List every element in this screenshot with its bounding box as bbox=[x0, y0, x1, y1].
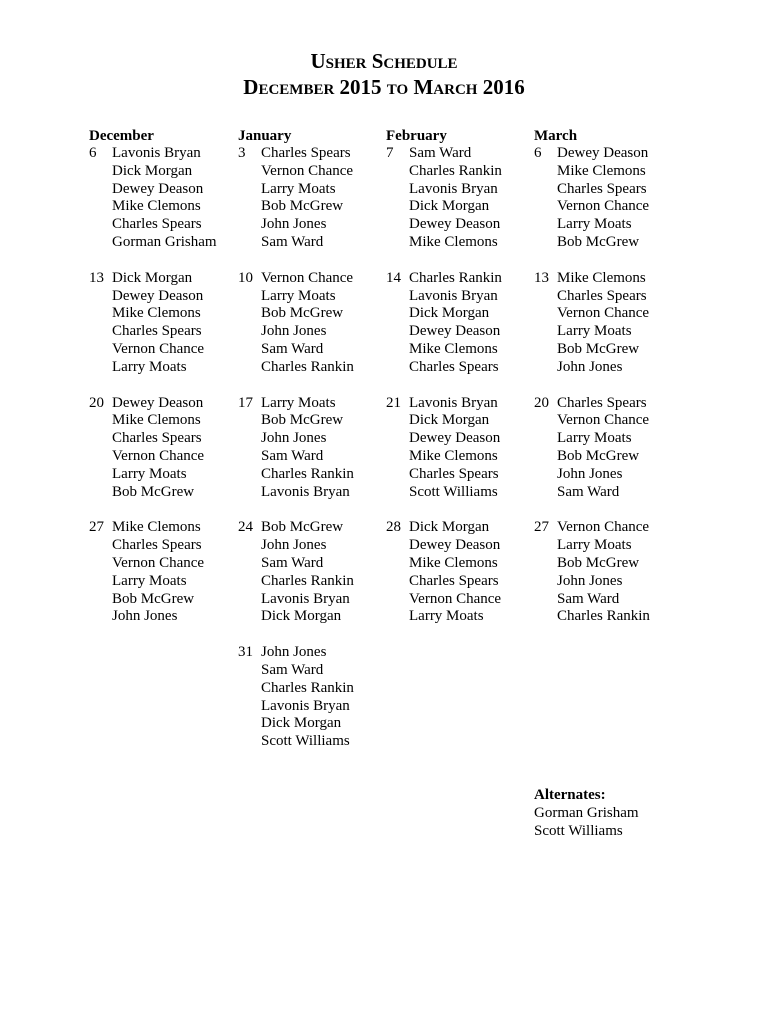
month-header: March bbox=[534, 128, 578, 144]
usher-name: John Jones bbox=[112, 608, 178, 625]
date-block bbox=[89, 145, 217, 252]
usher-name: Larry Moats bbox=[112, 572, 187, 589]
usher-name: Larry Moats bbox=[557, 323, 632, 340]
usher-name: Charles Rankin bbox=[261, 465, 354, 482]
usher-name: Dewey Deason bbox=[409, 537, 501, 554]
date-block bbox=[238, 519, 354, 626]
usher-list bbox=[112, 270, 204, 377]
usher-name: Bob McGrew bbox=[261, 412, 344, 429]
usher-name: Mike Clemons bbox=[112, 519, 201, 536]
month-header: December bbox=[89, 128, 154, 144]
usher-name: John Jones bbox=[557, 358, 623, 375]
usher-name: Vernon Chance bbox=[112, 447, 205, 464]
usher-name: Charles Spears bbox=[112, 323, 202, 340]
day-number: 27 bbox=[534, 519, 549, 536]
usher-name: John Jones bbox=[261, 537, 327, 554]
usher-name: Larry Moats bbox=[112, 465, 187, 482]
usher-name: Mike Clemons bbox=[409, 340, 498, 357]
usher-name: Charles Spears bbox=[112, 430, 202, 447]
usher-name: Mike Clemons bbox=[112, 305, 201, 322]
date-block bbox=[89, 270, 217, 377]
date-block bbox=[386, 270, 502, 377]
alternate-name: Gorman Grisham bbox=[534, 804, 639, 821]
usher-name: Dick Morgan bbox=[261, 608, 342, 625]
usher-name: Charles Spears bbox=[112, 216, 202, 233]
usher-name: Dewey Deason bbox=[112, 180, 204, 197]
usher-name: Mike Clemons bbox=[112, 198, 201, 215]
day-number: 10 bbox=[238, 269, 253, 286]
usher-list bbox=[261, 270, 354, 377]
day-number: 13 bbox=[89, 269, 104, 286]
usher-name: Vernon Chance bbox=[261, 162, 354, 179]
usher-name: Larry Moats bbox=[557, 537, 632, 554]
usher-name: John Jones bbox=[557, 572, 623, 589]
usher-name: Dewey Deason bbox=[112, 394, 204, 411]
usher-name: Dick Morgan bbox=[409, 198, 490, 215]
usher-name: Vernon Chance bbox=[409, 590, 502, 607]
usher-list bbox=[261, 519, 354, 626]
day-number: 6 bbox=[89, 145, 97, 161]
usher-name: Sam Ward bbox=[409, 145, 472, 161]
date-block bbox=[238, 395, 354, 502]
usher-name: Mike Clemons bbox=[409, 233, 498, 250]
usher-name: Dewey Deason bbox=[557, 145, 649, 161]
usher-name: Charles Rankin bbox=[557, 608, 650, 625]
month-column bbox=[534, 127, 650, 626]
usher-list bbox=[409, 145, 502, 252]
usher-list bbox=[409, 395, 500, 502]
usher-list bbox=[112, 145, 217, 252]
usher-name: Dick Morgan bbox=[112, 162, 193, 179]
usher-name: Sam Ward bbox=[557, 483, 620, 500]
day-number: 3 bbox=[238, 145, 246, 161]
alternates-title: Alternates: bbox=[534, 787, 606, 803]
usher-list bbox=[261, 644, 354, 751]
usher-name: Dick Morgan bbox=[409, 519, 490, 536]
month-column bbox=[89, 127, 217, 626]
day-number: 28 bbox=[386, 519, 401, 536]
usher-name: Charles Spears bbox=[409, 465, 499, 482]
month-column bbox=[238, 127, 354, 751]
usher-name: Charles Rankin bbox=[409, 162, 502, 179]
usher-name: Dewey Deason bbox=[409, 216, 501, 233]
day-number: 14 bbox=[386, 269, 401, 286]
usher-name: Larry Moats bbox=[409, 608, 484, 625]
day-number: 21 bbox=[386, 394, 401, 411]
usher-name: Lavonis Bryan bbox=[409, 287, 498, 304]
usher-name: Larry Moats bbox=[261, 180, 336, 197]
usher-name: Vernon Chance bbox=[112, 340, 205, 357]
month-column bbox=[386, 127, 502, 626]
usher-name: Dewey Deason bbox=[409, 323, 501, 340]
date-block bbox=[386, 395, 502, 502]
usher-name: Mike Clemons bbox=[557, 162, 646, 179]
usher-name: Bob McGrew bbox=[557, 233, 640, 250]
usher-name: Sam Ward bbox=[261, 661, 324, 678]
usher-name: Vernon Chance bbox=[557, 412, 650, 429]
usher-list bbox=[112, 519, 204, 626]
usher-name: Lavonis Bryan bbox=[409, 394, 498, 411]
usher-name: Bob McGrew bbox=[261, 305, 344, 322]
usher-name: Lavonis Bryan bbox=[261, 483, 350, 500]
usher-name: Charles Rankin bbox=[261, 572, 354, 589]
usher-name: Dick Morgan bbox=[112, 269, 193, 286]
day-number: 7 bbox=[386, 145, 394, 161]
date-block bbox=[238, 145, 354, 252]
usher-name: Larry Moats bbox=[557, 216, 632, 233]
usher-name: Mike Clemons bbox=[409, 447, 498, 464]
usher-name: Vernon Chance bbox=[557, 198, 650, 215]
usher-name: Charles Spears bbox=[557, 394, 647, 411]
month-header: February bbox=[386, 128, 447, 144]
date-block bbox=[534, 519, 650, 626]
usher-name: Bob McGrew bbox=[261, 519, 344, 536]
usher-name: Bob McGrew bbox=[557, 554, 640, 571]
usher-name: Gorman Grisham bbox=[112, 233, 217, 250]
usher-name: Vernon Chance bbox=[112, 554, 205, 571]
usher-list bbox=[557, 395, 649, 502]
month-header: January bbox=[238, 128, 292, 144]
usher-name: Sam Ward bbox=[261, 447, 324, 464]
usher-name: Charles Rankin bbox=[261, 358, 354, 375]
usher-list bbox=[261, 145, 353, 252]
usher-name: Charles Rankin bbox=[261, 679, 354, 696]
usher-name: Charles Spears bbox=[557, 180, 647, 197]
usher-list bbox=[261, 395, 354, 502]
usher-list bbox=[557, 519, 650, 626]
usher-name: Charles Spears bbox=[557, 287, 647, 304]
date-block bbox=[89, 395, 217, 502]
usher-name: John Jones bbox=[557, 465, 623, 482]
usher-name: Bob McGrew bbox=[557, 340, 640, 357]
usher-name: Bob McGrew bbox=[112, 590, 195, 607]
usher-name: Dewey Deason bbox=[112, 287, 204, 304]
usher-name: Dick Morgan bbox=[409, 412, 490, 429]
usher-name: Larry Moats bbox=[557, 430, 632, 447]
usher-name: Sam Ward bbox=[261, 340, 324, 357]
usher-name: Charles Spears bbox=[112, 537, 202, 554]
usher-list bbox=[557, 145, 649, 252]
usher-list bbox=[409, 270, 502, 377]
usher-name: Vernon Chance bbox=[557, 305, 650, 322]
date-block bbox=[386, 145, 502, 252]
day-number: 20 bbox=[89, 394, 104, 411]
usher-name: Sam Ward bbox=[261, 233, 324, 250]
usher-name: Dewey Deason bbox=[409, 430, 501, 447]
day-number: 31 bbox=[238, 644, 253, 661]
usher-name: Bob McGrew bbox=[261, 198, 344, 215]
usher-name: Mike Clemons bbox=[557, 269, 646, 286]
usher-name: John Jones bbox=[261, 323, 327, 340]
usher-name: Mike Clemons bbox=[112, 412, 201, 429]
alternate-name: Scott Williams bbox=[534, 822, 623, 839]
usher-name: Charles Spears bbox=[409, 572, 499, 589]
usher-name: Vernon Chance bbox=[261, 269, 354, 286]
date-block bbox=[238, 270, 354, 377]
usher-list bbox=[409, 519, 501, 626]
date-block bbox=[534, 270, 650, 377]
usher-name: John Jones bbox=[261, 216, 327, 233]
usher-name: Sam Ward bbox=[557, 590, 620, 607]
usher-name: Lavonis Bryan bbox=[261, 590, 350, 607]
document-title: Usher Schedule bbox=[310, 49, 458, 73]
usher-name: Bob McGrew bbox=[112, 483, 195, 500]
usher-name: Larry Moats bbox=[261, 287, 336, 304]
usher-name: Larry Moats bbox=[112, 358, 187, 375]
usher-name: Scott Williams bbox=[409, 483, 498, 500]
usher-name: Lavonis Bryan bbox=[261, 697, 350, 714]
usher-name: Charles Spears bbox=[409, 358, 499, 375]
day-number: 20 bbox=[534, 394, 549, 411]
date-block bbox=[238, 644, 354, 751]
date-block bbox=[534, 395, 650, 502]
usher-name: Sam Ward bbox=[261, 554, 324, 571]
day-number: 17 bbox=[238, 394, 253, 411]
usher-name: Dick Morgan bbox=[409, 305, 490, 322]
usher-name: John Jones bbox=[261, 430, 327, 447]
usher-name: Lavonis Bryan bbox=[409, 180, 498, 197]
date-block bbox=[534, 145, 650, 252]
usher-name: Larry Moats bbox=[261, 394, 336, 411]
date-block bbox=[89, 519, 217, 626]
usher-name: Vernon Chance bbox=[557, 519, 650, 536]
day-number: 24 bbox=[238, 519, 253, 536]
usher-name: Dick Morgan bbox=[261, 715, 342, 732]
usher-name: Bob McGrew bbox=[557, 447, 640, 464]
day-number: 13 bbox=[534, 269, 549, 286]
date-block bbox=[386, 519, 502, 626]
day-number: 6 bbox=[534, 145, 542, 161]
usher-name: Charles Spears bbox=[261, 145, 351, 161]
document-subtitle: December 2015 to March 2016 bbox=[243, 75, 525, 99]
usher-list bbox=[557, 270, 649, 377]
alternates-section bbox=[534, 787, 639, 840]
usher-name: Lavonis Bryan bbox=[112, 145, 201, 161]
usher-name: Charles Rankin bbox=[409, 269, 502, 286]
usher-name: John Jones bbox=[261, 644, 327, 661]
usher-list bbox=[112, 395, 204, 502]
day-number: 27 bbox=[89, 519, 104, 536]
usher-name: Mike Clemons bbox=[409, 554, 498, 571]
usher-name: Scott Williams bbox=[261, 733, 350, 750]
